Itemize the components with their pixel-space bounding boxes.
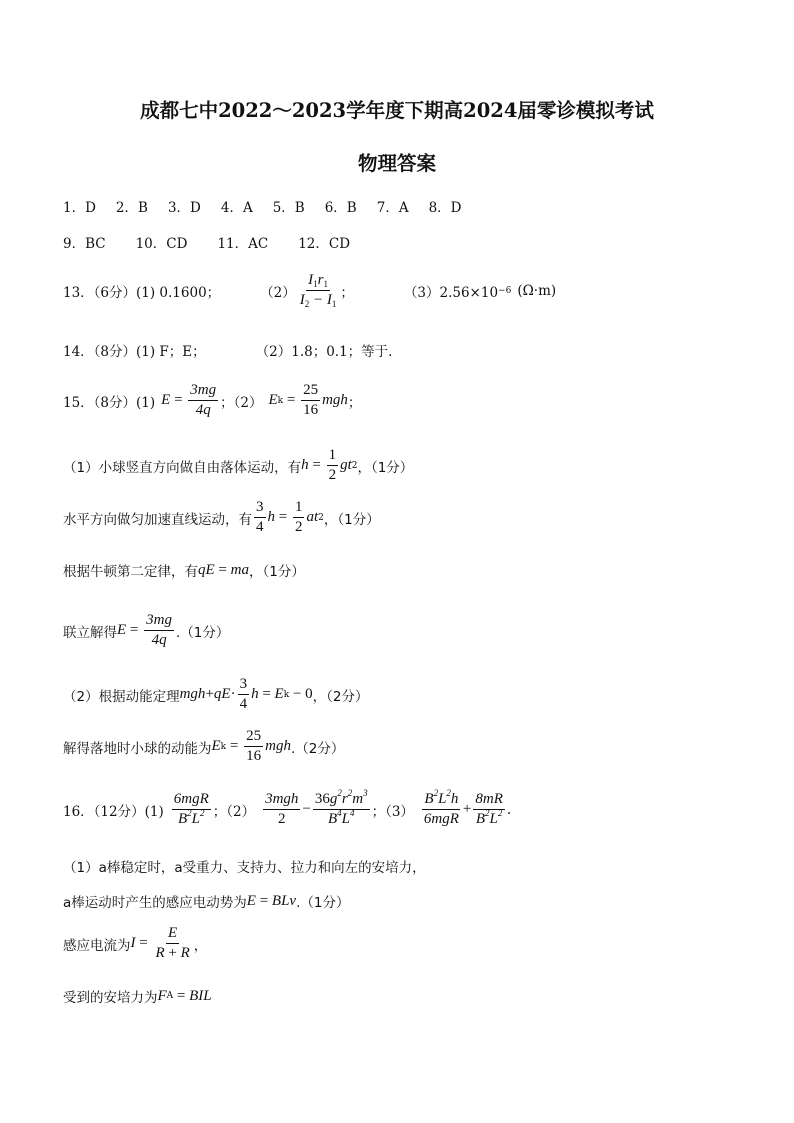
answer-3: 3．D [167,200,201,216]
q13-prefix: 13．（6分）(1) 0.1600； [63,284,221,301]
q16-step-4: 受到的安培力为 F A = BIL [63,987,212,1006]
q14-answer [63,340,392,360]
q15-step-3-tail: ，（1分） [248,564,305,580]
q15-step-6-text: 解得落地时小球的动能为 [63,740,212,757]
q16-step-1 [63,856,426,876]
q16-step-2-tail: .（1分） [296,895,350,911]
answer-5: 5．B [272,200,305,216]
q16-part3: ；（3） [371,803,414,820]
q15-tail: ； [347,394,362,411]
q16-step-3: 感应电流为 I = $\frac{E}{R + R}$ ， [63,925,208,961]
q14-part2: （2）1.8；0.1；等于. [255,344,393,360]
q15-step-4-tail: .（1分） [175,624,230,641]
q13-unit: (Ω·m) [517,282,557,299]
q15-step-4: 联立解得 E = $\frac{3mg}{4q}$ .（1分） [63,612,230,648]
q16-step-3-tail: ， [193,937,208,954]
page-title: 成都七中2022～2023学年度下期高2024届零诊模拟考试 [140,99,654,122]
q15-step-5-tail: ，（2分） [312,688,369,705]
q16-step-2: a棒运动时产生的感应电动势为 E = BLv .（1分） [63,892,350,911]
q13-answer: 13．（6分）(1) 0.1600； （2） $\frac{I_1r_1}{I_2 - I_1}$ ； （3）2.56×10 −6 (Ω·m) [63,272,557,309]
q15-step-1-tail: ，（1分） [357,459,414,476]
q15-step-5: （2）根据动能定理 mgh + qE · $\frac{3}{4}$ h = E k − 0 ，（2分） [63,676,369,712]
q15-step-6-tail: .（2分） [290,740,345,757]
q16-step-1-text: （1）a棒稳定时，a受重力、支持力、拉力和向左的安培力， [63,860,426,876]
q15-step-3: 根据牛顿第二定律，有 qE = ma ，（1分） [63,561,305,580]
q16-step-3-text: 感应电流为 [63,937,131,954]
q13-part2: （2） [260,284,296,301]
q15-step-4-text: 联立解得 [63,624,117,641]
answer-7: 7．A [376,200,409,216]
answer-12: 12．CD [298,236,351,252]
q15-part2: ；（2） [220,394,263,411]
q15-step-1-text: （1）小球竖直方向做自由落体运动，有 [63,459,302,476]
answer-2: 2．B [115,200,148,216]
answer-9: 9．BC [63,236,106,252]
q15-step-6: 解得落地时小球的动能为 E k = $\frac{25}{16}$ mgh .（2分） [63,728,345,764]
q16-tail: . [506,801,512,818]
q16-answer: 16．（12分）(1) $\frac{\text{6mgR}}{B^2L^2}$ ；（2） $\frac{\text{3mgh}}{2}$ − $\frac{36g^2r^2m^3}{B^4L^4}$ ；（3） $\frac{B^2L^2h}{\text{6mgR}}$ + $\frac{8mR}{B^2L^2}$ . [63,788,512,827]
answer-4: 4．A [220,200,253,216]
mc-answers-row-1 [63,196,462,216]
q16-step-4-text: 受到的安培力为 [63,990,158,1006]
q16-part2: ；（2） [212,803,256,820]
q13-part3: （3）2.56×10 [403,284,499,301]
q15-step-2-tail: ，（1分） [323,511,380,528]
q15-step-2-text: 水平方向做匀加速直线运动，有 [63,511,252,528]
answer-11: 11．AC [217,236,269,252]
mc-answers-row-2 [63,232,350,252]
q16-step-2-text: a棒运动时产生的感应电动势为 [63,895,247,911]
answer-1: 1．D [63,200,96,216]
q15-answer: 15．（8分）(1) E = $\frac{3mg}{4q}$ ；（2） E k = $\frac{25}{16}$ mgh ； [63,382,362,418]
q14-part1: 14．（8分）(1) F；E； [63,344,206,360]
answer-10: 10．CD [135,236,188,252]
q16-prefix: 16．（12分）(1) [63,803,164,820]
q15-step-1: （1）小球竖直方向做自由落体运动，有 h = $\frac{1}{2}$ gt 2 ，（1分） [63,447,414,483]
q13-fraction: $\frac{I_1r_1}{I_2 - I_1}$ [299,272,337,309]
q15-step-3-text: 根据牛顿第二定律，有 [63,564,198,580]
page-subtitle: 物理答案 [357,152,436,175]
q15-step-2: 水平方向做匀加速直线运动，有 $\frac{3}{4}$ h = $\frac{1}{2}$ at 2 ，（1分） [63,499,380,535]
answer-6: 6．B [324,200,357,216]
answer-8: 8．D [428,200,462,216]
q15-prefix: 15．（8分）(1) [63,394,156,411]
q15-step-5-text: （2）根据动能定理 [63,688,180,705]
